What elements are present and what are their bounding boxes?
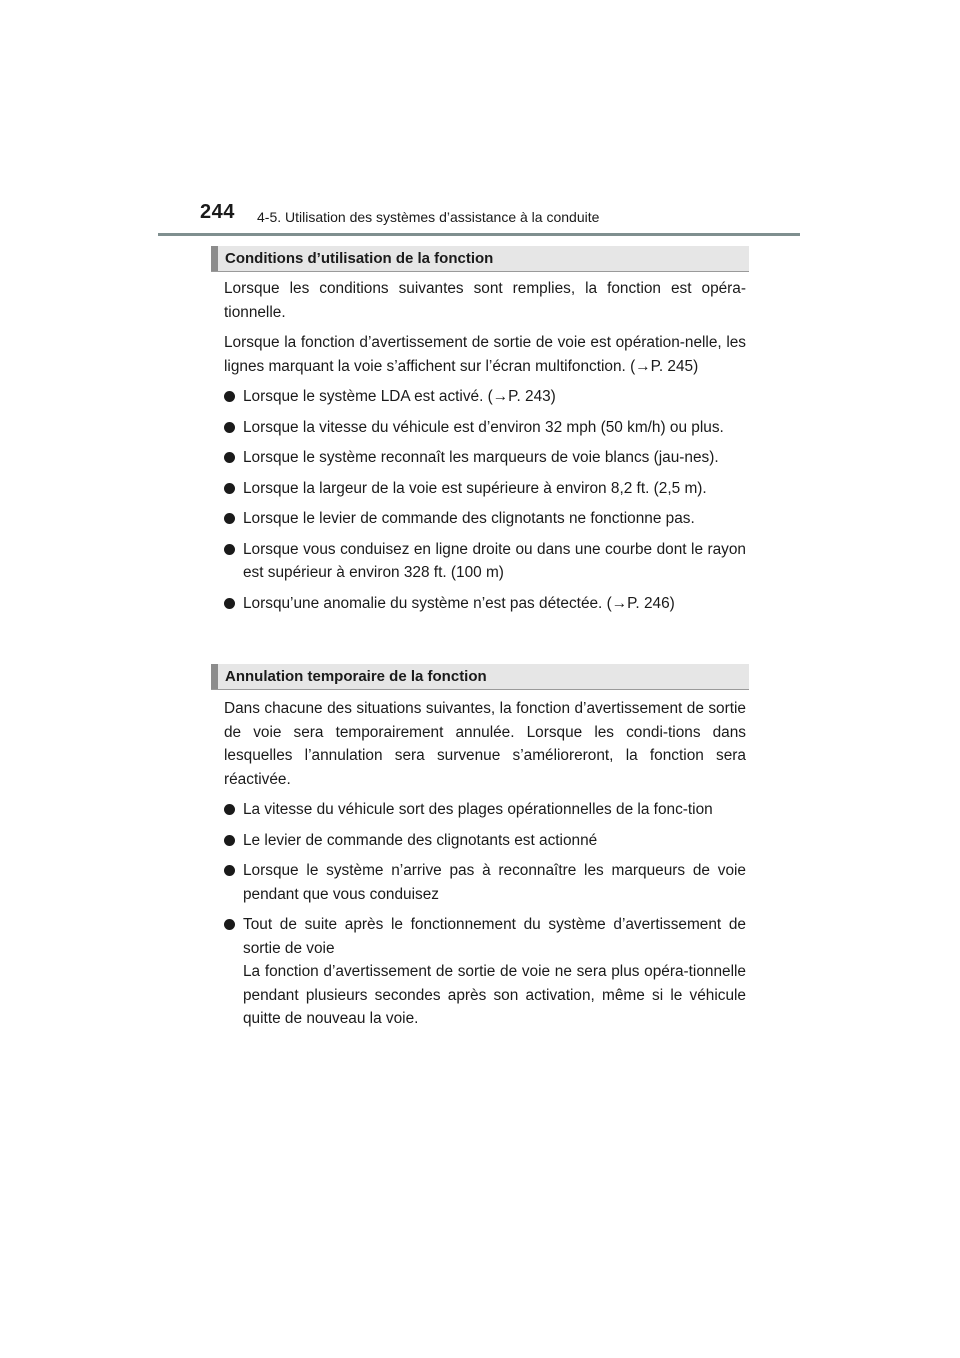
bullet-item (224, 592, 746, 616)
bullet-text: Tout de suite après le fonctionnement du système d’avertissement de sortie de voie (243, 916, 746, 957)
page-number: 244 (200, 201, 235, 223)
bullet-icon (224, 513, 235, 524)
running-header: 4-5. Utilisation des systèmes d’assistance à la conduite (257, 209, 600, 225)
paragraph: Lorsque la fonction d’avertissement de sortie de voie est opération-nelle, les lignes marquant la voie s’affichent sur l’écran multifonction. (→P. 245) (224, 334, 746, 375)
bullet-item (224, 477, 746, 501)
bullet-text: Lorsque le levier de commande des clignotants ne fonctionne pas. (243, 510, 695, 527)
section-heading-cancellation (211, 664, 749, 690)
section-title: Conditions d’utilisation de la fonction (225, 250, 494, 267)
bullet-item (224, 859, 746, 906)
bullet-icon (224, 544, 235, 555)
bullet-icon (224, 804, 235, 815)
bullet-icon (224, 391, 235, 402)
bullet-item (224, 507, 746, 531)
bullet-text: Lorsque vous conduisez en ligne droite ou dans une courbe dont le rayon est supérieur à environ 328 ft. (100 m) (243, 540, 746, 581)
bullet-icon (224, 422, 235, 433)
paragraph: Dans chacune des situations suivantes, la fonction d’avertissement de sortie de voie sera temporairement annulée. Lorsque les condi-tions dans lesquelles l’annulation sera survenue s’amélioreront, la fonction sera réactivée. (224, 700, 746, 788)
header-rule (158, 233, 800, 236)
bullet-icon (224, 598, 235, 609)
paragraph: Lorsque les conditions suivantes sont remplies, la fonction est opéra-tionnelle. (224, 280, 746, 321)
section-cancellation-body (224, 697, 746, 1038)
heading-bar (211, 246, 218, 271)
bullet-text: Lorsque la largeur de la voie est supérieure à environ 8,2 ft. (2,5 m). (243, 479, 707, 497)
bullet-text: Lorsque le système LDA est activé. (→P. 243) (243, 388, 556, 405)
bullet-item (224, 829, 746, 853)
bullet-text: La vitesse du véhicule sort des plages opérationnelles de la fonc-tion (243, 801, 713, 818)
bullet-text: Lorsque le système reconnaît les marqueurs de voie blancs (jau-nes). (243, 449, 719, 466)
bullet-icon (224, 483, 235, 494)
bullet-icon (224, 919, 235, 930)
bullet-item (224, 385, 746, 409)
bullet-text: Le levier de commande des clignotants est actionné (243, 831, 598, 849)
bullet-item (224, 538, 746, 585)
bullet-text: Lorsqu’une anomalie du système n’est pas détectée. (→P. 246) (243, 594, 675, 612)
section-heading-conditions (211, 246, 749, 272)
bullet-text: Lorsque le système n’arrive pas à reconnaître les marqueurs de voie pendant que vous conduisez (243, 862, 746, 903)
bullet-item (224, 446, 746, 470)
heading-bar (211, 664, 218, 689)
bullet-item (224, 416, 746, 440)
bullet-icon (224, 865, 235, 876)
bullet-text: Lorsque la vitesse du véhicule est d’environ 32 mph (50 km/h) ou plus. (243, 418, 724, 436)
bullet-item (224, 798, 746, 822)
bullet-item (224, 913, 746, 1031)
section-title: Annulation temporaire de la fonction (225, 668, 487, 685)
bullet-icon (224, 452, 235, 463)
section-conditions-body (224, 277, 746, 622)
bullet-icon (224, 835, 235, 846)
bullet-note: La fonction d’avertissement de sortie de voie ne sera plus opéra-tionnelle pendant plusieurs secondes après son activation, même si le véhicule quitte de nouveau la voie. (243, 963, 746, 1027)
